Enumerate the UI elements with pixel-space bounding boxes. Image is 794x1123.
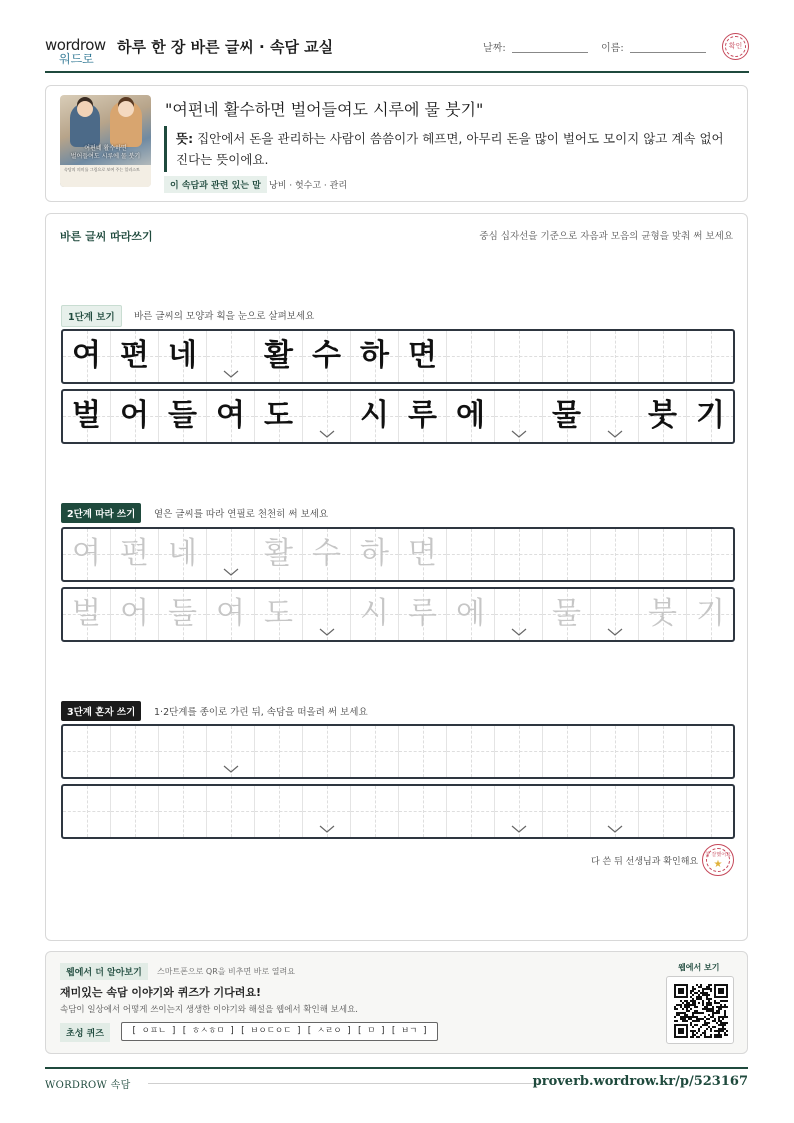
grid-cell[interactable]	[639, 589, 687, 640]
stage2-description: 옅은 글씨를 따라 연필로 천천히 써 보세요	[154, 509, 329, 520]
grid-character: 하	[360, 338, 389, 373]
grid-character: 물	[552, 596, 581, 631]
grid-cell[interactable]	[303, 529, 351, 580]
grid-character: 면	[408, 536, 437, 571]
grid-cell[interactable]	[495, 589, 543, 640]
grid-cell[interactable]	[303, 786, 351, 837]
stage1-line2	[61, 389, 735, 444]
grid-character: 편	[120, 338, 149, 373]
grid-cell	[255, 391, 303, 442]
related-words-label: 이 속담과 관련 있는 말	[164, 176, 267, 193]
grid-cell[interactable]	[351, 589, 399, 640]
grid-cell[interactable]	[207, 726, 255, 777]
grid-cell	[303, 391, 351, 442]
grid-cell	[399, 331, 447, 382]
practice-hint: 중심 십자선을 기준으로 자음과 모음의 균형을 맞춰 써 보세요	[479, 231, 733, 242]
grid-cell[interactable]	[591, 589, 639, 640]
grid-cell[interactable]	[591, 529, 639, 580]
space-marker-icon	[223, 370, 239, 378]
grid-cell[interactable]	[255, 726, 303, 777]
grid-character: 여	[72, 338, 101, 373]
grid-cell[interactable]	[543, 589, 591, 640]
stage1-description: 바른 글씨의 모양과 획을 눈으로 살펴보세요	[134, 311, 315, 322]
grid-cell[interactable]	[639, 529, 687, 580]
web-heading: 재미있는 속담 이야기와 퀴즈가 기다려요!	[60, 986, 261, 999]
grid-cell	[447, 331, 495, 382]
grid-cell[interactable]	[687, 786, 735, 837]
space-marker-icon	[223, 568, 239, 576]
stage1-badge: 1단계 보기	[61, 305, 122, 327]
grid-cell[interactable]	[495, 726, 543, 777]
footer-divider	[45, 1067, 748, 1069]
grid-character: 벌	[72, 596, 101, 631]
web-promo-section	[45, 951, 748, 1054]
grid-cell[interactable]	[351, 726, 399, 777]
grid-character: 벌	[72, 398, 101, 433]
grid-character: 네	[168, 536, 197, 571]
space-marker-icon	[607, 628, 623, 636]
grid-cell[interactable]	[639, 786, 687, 837]
footer-rule	[148, 1083, 538, 1084]
grid-character: 도	[264, 398, 293, 433]
grid-character: 네	[168, 338, 197, 373]
footer-url-link[interactable]: proverb.wordrow.kr/p/523167	[532, 1074, 748, 1089]
grid-cell	[207, 391, 255, 442]
grid-cell	[111, 391, 159, 442]
grid-cell	[111, 331, 159, 382]
grid-character: 활	[264, 338, 293, 373]
grid-character: 어	[120, 596, 149, 631]
stage3-line2[interactable]	[61, 784, 735, 839]
grid-cell	[351, 391, 399, 442]
grid-cell[interactable]	[543, 726, 591, 777]
grid-character: 수	[312, 338, 341, 373]
grid-character: 물	[552, 398, 581, 433]
teacher-stamp-icon	[702, 844, 734, 876]
name-field[interactable]	[630, 52, 706, 53]
grid-cell[interactable]	[447, 726, 495, 777]
grid-cell[interactable]	[399, 529, 447, 580]
teacher-check-text: 다 쓴 뒤 선생님과 확인해요	[591, 857, 699, 867]
related-words: 낭비 · 헛수고 · 관리	[269, 181, 348, 191]
grid-character: 들	[168, 398, 197, 433]
grid-cell[interactable]	[159, 529, 207, 580]
grid-cell[interactable]	[303, 589, 351, 640]
footer-brand: WORDROW 속담	[45, 1080, 131, 1091]
date-field[interactable]	[512, 52, 588, 53]
star-icon: ★	[713, 859, 723, 870]
space-marker-icon	[319, 628, 335, 636]
grid-cell	[159, 391, 207, 442]
wordrow-logo[interactable]	[45, 36, 109, 68]
illustration-strip: 속담의 의미를 그림으로 보여 주는 일러스트	[60, 165, 151, 187]
grid-cell	[687, 391, 735, 442]
grid-cell[interactable]	[399, 786, 447, 837]
grid-character: 수	[312, 536, 341, 571]
grid-cell	[543, 331, 591, 382]
grid-cell	[591, 331, 639, 382]
grid-cell	[63, 331, 111, 382]
grid-character: 여	[72, 536, 101, 571]
stage3-line1[interactable]	[61, 724, 735, 779]
grid-cell[interactable]	[543, 529, 591, 580]
practice-title: 바른 글씨 따라쓰기	[60, 230, 153, 243]
proverb-meaning	[176, 128, 726, 170]
grid-character: 들	[168, 596, 197, 631]
grid-cell	[207, 331, 255, 382]
web-badge: 웹에서 더 알아보기	[60, 963, 148, 980]
grid-cell[interactable]	[639, 726, 687, 777]
grid-cell[interactable]	[495, 529, 543, 580]
stage2-line2[interactable]	[61, 587, 735, 642]
grid-cell[interactable]	[63, 726, 111, 777]
grid-cell[interactable]	[63, 589, 111, 640]
qr-label: 웹에서 보기	[678, 963, 720, 972]
grid-cell	[255, 331, 303, 382]
grid-character: 시	[360, 398, 389, 433]
grid-character: 에	[456, 596, 485, 631]
grid-character: 붓	[648, 398, 677, 433]
grid-cell[interactable]	[159, 589, 207, 640]
grid-cell	[495, 331, 543, 382]
grid-character: 면	[408, 338, 437, 373]
grid-cell[interactable]	[591, 786, 639, 837]
space-marker-icon	[319, 430, 335, 438]
grid-cell[interactable]	[159, 786, 207, 837]
qr-code-graphic	[674, 984, 728, 1038]
space-marker-icon	[607, 825, 623, 833]
grid-cell[interactable]	[63, 786, 111, 837]
grid-cell[interactable]	[159, 726, 207, 777]
grid-cell[interactable]	[111, 726, 159, 777]
grid-cell[interactable]	[399, 726, 447, 777]
stage2-badge: 2단계 따라 쓰기	[61, 503, 141, 523]
grid-cell[interactable]	[447, 786, 495, 837]
stage1-line1	[61, 329, 735, 384]
date-label: 날짜:	[483, 43, 506, 54]
grid-character: 편	[120, 536, 149, 571]
grid-cell[interactable]	[111, 589, 159, 640]
grid-cell[interactable]	[447, 589, 495, 640]
grid-cell	[639, 391, 687, 442]
illustration-man	[70, 103, 100, 147]
logo-korean: 워드로	[59, 52, 94, 66]
space-marker-icon	[511, 628, 527, 636]
grid-character: 어	[120, 398, 149, 433]
handwriting-practice-section	[45, 213, 748, 941]
space-marker-icon	[319, 825, 335, 833]
grid-character: 활	[264, 536, 293, 571]
page-title: 하루 한 장 바른 글씨 · 속담 교실	[117, 38, 334, 56]
grid-cell[interactable]	[255, 589, 303, 640]
meaning-accent-bar	[164, 126, 167, 172]
stamp-text: 확인	[728, 42, 743, 50]
illustration-woman	[110, 101, 142, 147]
grid-cell	[687, 331, 735, 382]
illustration-caption: 여편네 활수하면 벌어들여도 시루에 물 붓기	[70, 145, 141, 160]
grid-cell	[639, 331, 687, 382]
space-marker-icon	[223, 765, 239, 773]
grid-cell[interactable]	[351, 529, 399, 580]
grid-character: 기	[696, 596, 725, 631]
grid-character: 붓	[648, 596, 677, 631]
stage2-line1[interactable]	[61, 527, 735, 582]
grid-cell[interactable]	[447, 529, 495, 580]
grid-character: 루	[408, 398, 437, 433]
meaning-text: 집안에서 돈을 관리하는 사람이 씀씀이가 헤프면, 아무리 돈을 많이 벌어도 모이지 않고 계속 없어진다는 뜻이에요.	[176, 131, 724, 167]
grid-character: 시	[360, 596, 389, 631]
space-marker-icon	[607, 430, 623, 438]
grid-cell	[159, 331, 207, 382]
grid-cell	[63, 391, 111, 442]
worksheet-header	[45, 28, 749, 73]
grid-cell[interactable]	[687, 589, 735, 640]
grid-cell[interactable]	[207, 529, 255, 580]
grid-cell[interactable]	[543, 786, 591, 837]
web-hint: 스마트폰으로 QR을 비추면 바로 열려요	[157, 967, 295, 976]
grid-cell[interactable]	[207, 786, 255, 837]
initial-quiz-box: [ ㅇㅍㄴ ] [ ㅎㅅㅎㅁ ] [ ㅂㅇㄷㅇㄷ ] [ ㅅㄹㅇ ] [ ㅁ ] [ ㅂㄱ ]	[121, 1022, 438, 1041]
grid-cell[interactable]	[303, 726, 351, 777]
grid-character: 여	[216, 596, 245, 631]
meaning-label: 뜻:	[176, 131, 194, 146]
proverb-illustration	[60, 95, 151, 187]
grid-cell	[591, 391, 639, 442]
web-description: 속담이 일상에서 어떻게 쓰이는지 생생한 이야기와 해설을 웹에서 확인해 보세요.	[60, 1005, 358, 1015]
check-stamp-icon	[722, 33, 749, 60]
grid-character: 도	[264, 596, 293, 631]
grid-cell[interactable]	[591, 726, 639, 777]
name-label: 이름:	[601, 43, 624, 54]
grid-cell[interactable]	[687, 529, 735, 580]
grid-character: 루	[408, 596, 437, 631]
logo-wordmark: wordrow	[45, 36, 106, 54]
grid-cell	[495, 391, 543, 442]
qr-code-icon[interactable]	[666, 976, 734, 1044]
grid-cell[interactable]	[111, 529, 159, 580]
teacher-stamp-text: 참 잘했어요	[705, 852, 731, 858]
grid-character: 하	[360, 536, 389, 571]
grid-cell[interactable]	[207, 589, 255, 640]
grid-character: 여	[216, 398, 245, 433]
grid-character: 에	[456, 398, 485, 433]
initial-quiz-label: 초성 퀴즈	[60, 1023, 110, 1042]
space-marker-icon	[511, 430, 527, 438]
grid-cell[interactable]	[495, 786, 543, 837]
proverb-title: "여편네 활수하면 벌어들여도 시루에 물 붓기"	[165, 100, 484, 119]
grid-cell	[399, 391, 447, 442]
stage3-badge: 3단계 혼자 쓰기	[61, 701, 141, 721]
grid-cell[interactable]	[111, 786, 159, 837]
grid-cell[interactable]	[687, 726, 735, 777]
grid-cell[interactable]	[63, 529, 111, 580]
grid-cell	[447, 391, 495, 442]
proverb-card	[45, 85, 748, 202]
grid-cell	[543, 391, 591, 442]
grid-cell[interactable]	[351, 786, 399, 837]
space-marker-icon	[511, 825, 527, 833]
grid-character: 기	[696, 398, 725, 433]
grid-cell	[351, 331, 399, 382]
grid-cell[interactable]	[399, 589, 447, 640]
grid-cell[interactable]	[255, 786, 303, 837]
grid-cell	[303, 331, 351, 382]
stage3-description: 1·2단계를 종이로 가린 뒤, 속담을 떠올려 써 보세요	[154, 707, 368, 718]
grid-cell[interactable]	[255, 529, 303, 580]
